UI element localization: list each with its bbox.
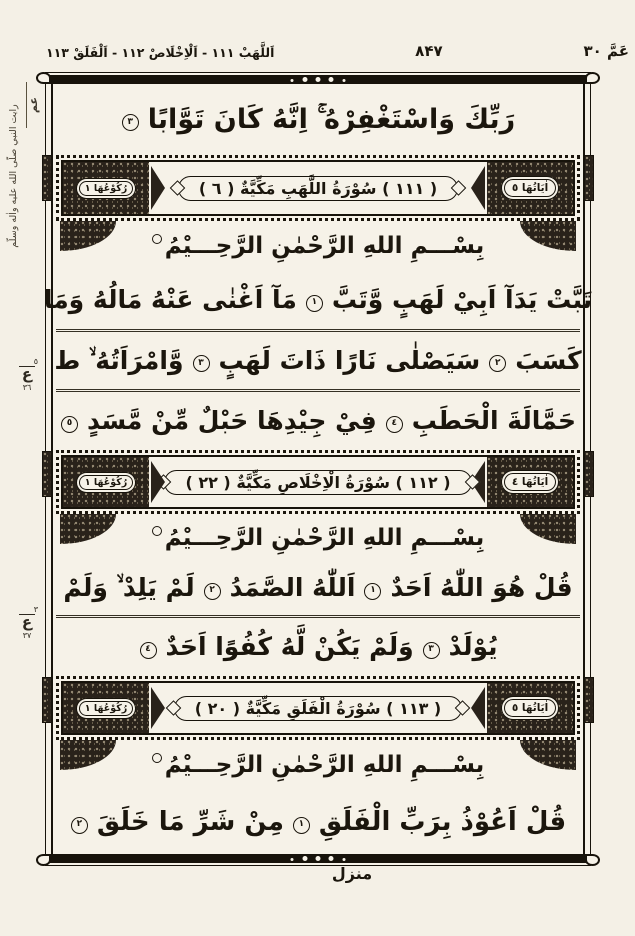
ruku-sub-number: ٥ <box>33 357 38 366</box>
catchword: منزل <box>331 864 373 883</box>
ayah-text: وَّامْرَاَتُهُ ۙ ط <box>54 345 184 375</box>
surah-header-lahab <box>56 155 580 221</box>
ayah-text: مَآ اَغْنٰى عَنْهُ مَالُهُ وَمَا <box>43 285 297 315</box>
running-head <box>46 42 629 60</box>
bismillah-corner-ornament-icon <box>60 221 116 251</box>
margin-ruku-marker <box>16 606 38 640</box>
bismillah-corner-ornament-icon <box>520 740 576 770</box>
header-right-panel <box>487 457 573 507</box>
juz-label: عَمَّ ٣٠ <box>583 42 629 60</box>
header-title-panel <box>149 162 487 214</box>
bismillah-end-ring-icon <box>152 526 162 536</box>
ayah-text: حَمَّالَةَ الْحَطَبِ <box>411 406 576 436</box>
ayah-text: وَلَمْ يَكُنْ لَّهُ كُفُوًا اَحَدٌ <box>165 632 414 662</box>
ruku-count-number: ٣٧ <box>22 631 32 640</box>
ayah-text: تَبَّتْ يَدَآ اَبِيْ لَهَبٍ وَّتَبَّ <box>331 285 593 315</box>
ayah-end-marker: ١ <box>293 817 310 834</box>
ruku-count-badge: رُكُوْعُهَا ١ <box>79 701 133 716</box>
edge-ornament-icon <box>42 155 52 201</box>
header-right-panel <box>487 162 573 214</box>
surah-title: ( ١١٣ ) سُوْرَةُ الْفَلَقِ مَكِّيَّةٌ ( ٢٠ ) <box>174 696 462 721</box>
surah-header-falaq <box>56 676 580 740</box>
bismillah-text: بِسْـــمِ اللهِ الرَّحْمٰنِ الرَّحِـــيْمُ <box>164 752 485 778</box>
margin-note: رايت النبي صلّى الله عليه واٰله وسلّم <box>8 104 19 248</box>
ayat-count-badge: اٰيَاتُهَا ٥ <box>504 699 556 717</box>
edge-ornament-icon <box>584 451 594 497</box>
page-number: ۸۴۷ <box>415 42 443 60</box>
ayah-end-marker: ٢ <box>489 355 506 372</box>
ayah-end-marker: ١ <box>364 583 381 600</box>
ayah-end-marker: ٣ <box>122 114 139 131</box>
header-right-panel <box>487 683 573 733</box>
ayah-text: لَمْ يَلِدْ ۙ وَلَمْ <box>63 573 195 603</box>
ayah-end-marker: ٤ <box>386 416 403 433</box>
border-center-ornament-icon <box>316 77 321 82</box>
bismillah-row <box>56 740 580 790</box>
ayah-text: فِيْ جِيْدِهَا حَبْلٌ مِّنْ مَّسَدٍ <box>87 406 377 436</box>
ayat-count-badge: اٰيَاتُهَا ٥ <box>504 179 556 197</box>
quran-text-line <box>56 790 580 854</box>
surah-header-ikhlas <box>56 450 580 514</box>
running-surah-names: اَللَّهَبْ ١١١ - اَلْاِخْلَاصْ ١١٢ - اَلْفَلَقْ ١١٣ <box>46 45 275 60</box>
bismillah-corner-ornament-icon <box>60 740 116 770</box>
ayah-text: قُلْ اَعُوْذُ بِرَبِّ الْفَلَقِ <box>318 806 567 837</box>
ruku-ain-icon: ع <box>19 366 35 383</box>
ayah-end-marker: ٤ <box>140 642 157 659</box>
header-title-panel <box>149 457 487 507</box>
ruku-count-number: ٣٦ <box>22 383 32 392</box>
ayah-text: قُلْ هُوَ اللّٰهُ اَحَدٌ <box>390 573 573 603</box>
header-left-panel <box>63 683 149 733</box>
ayah-end-marker: ٣ <box>193 355 210 372</box>
top-border-bar <box>48 75 588 84</box>
bismillah-end-ring-icon <box>152 234 162 244</box>
corner-curl-icon <box>36 72 51 84</box>
ayah-end-marker: ٢ <box>204 583 221 600</box>
quran-text-line <box>43 271 593 332</box>
bismillah-end-ring-icon <box>152 753 162 763</box>
bismillah-row <box>56 514 580 561</box>
edge-ornament-icon <box>584 677 594 723</box>
ayah-end-marker: ١ <box>306 295 323 312</box>
quran-text-line <box>56 561 580 618</box>
bismillah-text: بِسْـــمِ اللهِ الرَّحْمٰنِ الرَّحِـــيْمُ <box>164 233 485 259</box>
ayah-text: اَللّٰهُ الصَّمَدُ <box>229 573 356 603</box>
corner-curl-icon <box>585 72 600 84</box>
edge-ornament-icon <box>42 677 52 723</box>
ayah-end-marker: ٥ <box>61 416 78 433</box>
bottom-border-bar <box>48 854 588 863</box>
ruku-ain-icon: ع <box>19 614 35 631</box>
header-title-panel <box>149 683 487 733</box>
border-center-ornament-icon <box>316 856 321 861</box>
ayat-count-badge: اٰيَاتُهَا ٤ <box>504 473 556 491</box>
ayah-text: يُوْلَدْ <box>448 632 498 662</box>
surah-title: ( ١١٢ ) سُوْرَةُ الْاِخْلَاصِ مَكِّيَّةٌ ( ٢٢ ) <box>164 470 471 495</box>
ayah-text: رَبِّكَ وَاسْتَغْفِرْهُ ۚ اِنَّهُ كَانَ تَوَّابًا <box>147 103 516 135</box>
margin-juz-mark: عم <box>26 82 40 128</box>
bismillah-corner-ornament-icon <box>520 514 576 544</box>
bismillah-corner-ornament-icon <box>60 514 116 544</box>
quran-text-line <box>56 332 580 392</box>
corner-curl-icon <box>36 854 51 866</box>
ayah-text: كَسَبَ <box>515 345 582 375</box>
surah-title: ( ١١١ ) سُوْرَةُ اللَّهَبِ مَكِّيَّةٌ ( ٦ ) <box>178 176 458 201</box>
quran-text-line <box>56 392 580 450</box>
quran-text-line <box>56 618 580 676</box>
page-border-frame <box>45 72 591 866</box>
ayah-text: مِنْ شَرِّ مَا خَلَقَ <box>96 806 284 837</box>
corner-curl-icon <box>585 854 600 866</box>
ayah-end-marker: ٣ <box>423 642 440 659</box>
ruku-sub-number: ٣ <box>33 605 38 614</box>
edge-ornament-icon <box>584 155 594 201</box>
quran-text-line <box>56 84 580 155</box>
header-left-panel <box>63 457 149 507</box>
ruku-count-badge: رُكُوْعُهَا ١ <box>79 475 133 490</box>
bismillah-row <box>56 221 580 271</box>
margin-ruku-marker <box>16 358 38 392</box>
bismillah-text: بِسْـــمِ اللهِ الرَّحْمٰنِ الرَّحِـــيْمُ <box>164 524 485 551</box>
ruku-count-badge: رُكُوْعُهَا ١ <box>79 181 133 196</box>
ayah-end-marker: ٢ <box>71 817 88 834</box>
bismillah-corner-ornament-icon <box>520 221 576 251</box>
header-left-panel <box>63 162 149 214</box>
ayah-text: سَيَصْلٰى نَارًا ذَاتَ لَهَبٍ <box>218 345 481 375</box>
edge-ornament-icon <box>42 451 52 497</box>
